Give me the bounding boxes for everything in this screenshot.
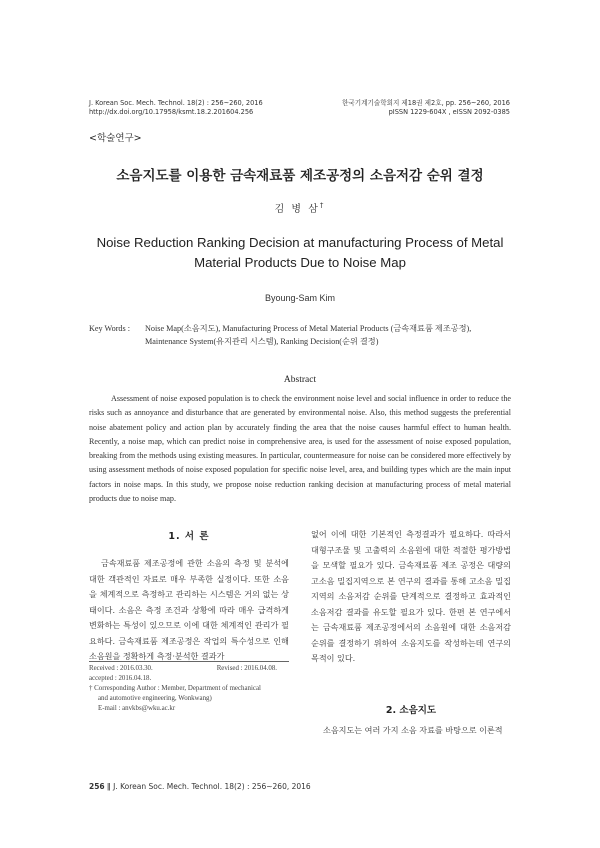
footer-citation: J. Korean Soc. Mech. Technol. 18(2) : 256~260, 2016 [113,782,311,791]
journal-citation-ko: 한국기계기술학회지 제18권 제2호, pp. 256~260, 2016 [341,99,510,107]
received-date: Received : 2016.03.30. [89,665,153,672]
journal-citation: J. Korean Soc. Mech. Technol. 18(2) : 256~260, 2016 [89,99,263,107]
paragraph-text: 없어 이에 대한 기본적인 측정결과가 필요하다. 따라서 대형구조물 및 고출력의 소음원에 대한 적절한 평가방법을 모색할 필요가 있다. 금속재료품 제조 공정은 대량의 고소음 밀집지역으로 본 연구의 결과를 통해 고소음 밀집지역의 소음저감 순위를 단계적으로 결정하고 효과적인 소음저감 결과를 유도할 필요가 있다. 한편 본 연구에서는 금속재료품 제조공정에서의 소음원에 대한 소음저감 순위를 결정하기 위하여 소음지도를 작성하는데 연구의 목적이 있다. [311,529,511,663]
introduction-paragraph: 금속재료품 제조공정에 관한 소음의 측정 및 분석에 대한 객관적인 자료로 매우 부족한 실정이다. 또한 소음을 체계적으로 측정하고 관리하는 시스템은 거의 없는 상태이다. 소음은 측정 조건과 상황에 따라 매우 급격하게 변화하는 특성이 있으므로 이에 대한 체계적인 관리가 필요하다. 금속재료품 제조공정은 작업의 특수성으로 인해 소음원을 정확하게 측정·분석한 결과가 [89,558,289,661]
author-korean [0,200,600,215]
corresponding-author: † Corresponding Author : Member, Department of mechanical [89,685,261,692]
revised-date: Revised : 2016.04.08. [216,665,277,672]
page-footer [89,782,311,791]
accepted-date: accepted : 2016.04.18. [89,675,152,682]
footnote-divider [89,661,289,662]
author-english: Byoung-Sam Kim [264,293,336,303]
keywords-label: Key Words : [89,324,131,333]
keywords-line: Maintenance System(유지관리 시스템), Ranking Decision(순위 결정) [145,337,379,346]
section-heading-introduction: 1. 서 론 [168,531,210,542]
author-email: E-mail : anvkbs@wku.ac.kr [98,705,176,712]
abstract-heading: Abstract [283,375,317,385]
introduction-paragraph-continued [311,527,511,667]
title-en-line: Material Products Due to Noise Map [194,255,406,270]
title-en-line: Noise Reduction Ranking Decision at manufacturing Process of Metal [96,235,504,250]
author-name-korean: 김 병 삼 [274,204,320,215]
issn-info: pISSN 1229-604X , eISSN 2092-0385 [388,108,510,116]
running-header-right [342,99,510,117]
section-heading-noise-map: 2. 소음지도 [385,705,437,716]
corresponding-affiliation: and automotive engineering, Wonkwang) [98,695,212,702]
article-category: <학술연구> [89,133,142,144]
running-header-left [89,99,263,117]
corresponding-author-mark: † [319,201,326,210]
footer-separator: ǁ [107,782,114,791]
footnotes [89,664,294,714]
page-number: 256 [89,782,105,791]
paper-title-english [95,233,505,273]
doi-link[interactable]: http://dx.doi.org/10.17958/ksmt.18.2.201604.256 [89,108,254,116]
keywords-block [89,322,519,348]
keywords-line: Noise Map(소음지도), Manufacturing Process of Metal Material Products (금속재료품 제조공정), [145,324,472,333]
abstract-body: Assessment of noise exposed population is to check the environment noise level and social influence in order to reduce the risks such as annoyance and disturbance that are generated by environmental noise. Also, this method suggests the preferential noise abatement policy and action plan by accurately finding the area that the noise causes harmful effect to human health. Recently, a noise map, which can predict noise in comprehensive area, is used for the assessment of noise exposed population, breaking from the methods using existing measures. In particular, countermeasure for noise can be considered more effectively by using assessment methods of noise exposed population for specific noise level, area, and building types which are the main input factors in noise maps. In this study, we propose noise reduction ranking decision at manufacturing process of metal material products due to noise map. [89,394,511,504]
paper-title-korean: 소음지도를 이용한 금속재료품 제조공정의 소음저감 순위 결정 [116,168,484,184]
noise-map-paragraph: 소음지도는 여러 가지 소음 자료를 바탕으로 이론적 [323,725,503,735]
